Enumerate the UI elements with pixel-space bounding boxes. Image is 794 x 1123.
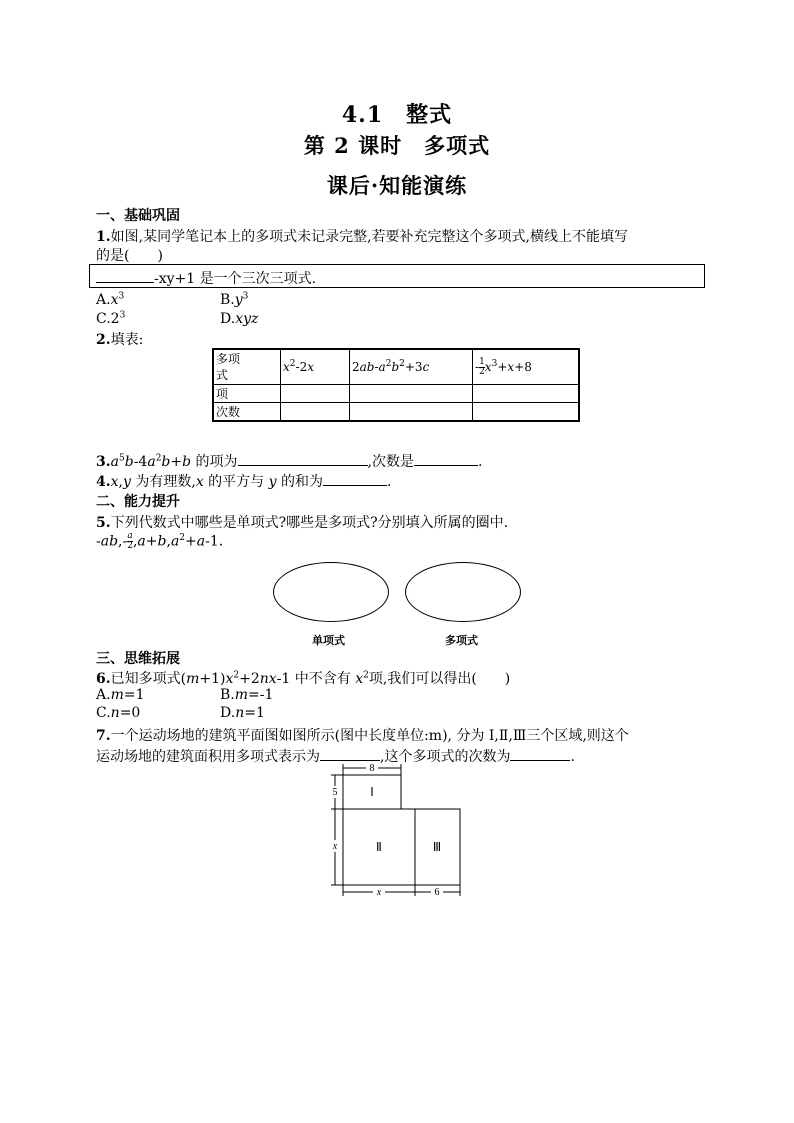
q3-degree-label: ,次数是 [367,454,414,470]
q1-text-line1 [96,226,628,246]
q7-degree-label: ,这个多项式的次数为 [380,749,511,765]
q1-box-content [96,268,316,288]
q1-blank[interactable] [96,270,154,283]
region-1-label: Ⅰ [370,785,374,799]
q1-notebook-box [89,264,705,288]
monomial-label: 单项式 [312,634,345,647]
q7-text-line1 [96,725,629,745]
q1-option-d[interactable]: D.xyz [220,311,259,327]
q6-number: 6. [96,671,111,687]
table-row [213,385,579,403]
cell-degree-3[interactable] [473,403,580,422]
dim-top-label: 8 [369,763,375,774]
q4-text: 4.x,y 为有理数,x 的平方与 y 的和为 . [96,474,392,490]
row-header-terms: 项 [213,385,281,403]
q7-stem: 一个运动场地的建筑平面图如图所示(图中长度单位:m), 分为 Ⅰ,Ⅱ,Ⅲ三个区域,则这个 [110,728,629,744]
cell-degree-2[interactable] [350,403,473,422]
section-extension: 三、思维拓展 [96,651,180,667]
monomial-circle[interactable] [273,562,389,622]
q6-text: 6.已知多项式$(m+1)x^2+2nx-1$ 中不含有 $x^2$项,我们可以得出( ) [96,670,511,687]
q5-number: 5. [96,515,111,531]
polynomial-label: 多项式 [445,634,478,647]
table-row [213,349,579,385]
fraction-a-over-2: $\frac{a}{2}$ [127,531,133,551]
section-basic: 一、基础巩固 [96,208,180,224]
q5-text [96,512,508,532]
q5-stem: 下列代数式中哪些是单项式?哪些是多项式?分别填入所属的圈中. [110,515,509,531]
q1-option-a[interactable]: $A.x^3$ [96,291,125,308]
q4-end: . [387,474,392,490]
q4-blank[interactable] [323,473,387,486]
q1-option-b[interactable]: $B.y^3$ [220,291,249,308]
page-title: 4.1 整式 [341,102,453,128]
dim-left-bottom-label: x [332,841,338,852]
q3-degree-blank[interactable] [414,453,478,466]
cell-degree-1[interactable] [281,403,350,422]
cell-terms-3[interactable] [473,385,580,403]
cell-poly-2: $2ab-a^2b^2+3c$ [350,349,473,385]
q3-number: 3. [96,454,111,470]
floor-plan-figure [325,760,475,900]
q7-number: 7. [96,728,111,744]
section-title: 课后·知能演练 [326,173,468,198]
q1-stem: 如图,某同学笔记本上的多项式未记录完整,若要补充完整这个多项式,横线上不能填写 [110,229,628,245]
q2-number: 2. [96,332,111,348]
region-3-label: Ⅲ [432,840,442,854]
q6-option-a[interactable]: A.m=1 [96,687,145,703]
table-row [213,403,579,422]
fraction-half: $\frac{1}{2}$ [479,356,485,377]
region-2-label: Ⅱ [376,840,382,854]
q2-stem: 填表: [110,332,144,348]
q1-number: 1. [96,229,111,245]
cell-poly-1: $x^2-2x$ [281,349,350,385]
cell-terms-1[interactable] [281,385,350,403]
q2-text [96,329,143,349]
dim-bottom-right-label: 6 [434,887,440,898]
cell-terms-2[interactable] [350,385,473,403]
cell-poly-3: - $\frac{1}{2}x^3+x+8$ [473,349,580,385]
q3-end: . [478,454,483,470]
q6-option-d[interactable]: D.n=1 [220,705,265,721]
q4-number: 4. [96,474,111,490]
q1-text-line2: 的是( ) [96,248,163,264]
section-ability: 二、能力提升 [96,494,180,510]
lesson-subtitle: 第 2 课时 多项式 [303,133,491,158]
q5-expressions: -ab,- $\frac{a}{2},a+b,a^2+a-1$. [96,531,224,551]
q6-option-b[interactable]: B.m=-1 [220,687,274,703]
row-header-degree: 次数 [213,403,281,422]
q1-option-c[interactable]: $C.2^3$ [96,310,126,327]
q1-box-text: -xy+1 是一个三次三项式. [154,271,317,287]
q7-area-label: 运动场地的建筑面积用多项式表示为 [96,749,320,765]
polynomial-circle[interactable] [405,562,521,622]
dim-left-top-label: 5 [332,787,338,798]
q3-terms-blank[interactable] [238,453,368,466]
fill-table [212,348,580,422]
dim-bottom-left-label: x [376,887,382,898]
q6-option-c[interactable]: C.n=0 [96,705,141,721]
row-header-polynomial: 多项 式 [213,349,281,385]
q7-degree-blank[interactable] [510,748,570,761]
q3-text: $3.a^5b-4a^2b+b$ 的项为 ,次数是 . [96,453,483,470]
q7-end: . [570,749,575,765]
